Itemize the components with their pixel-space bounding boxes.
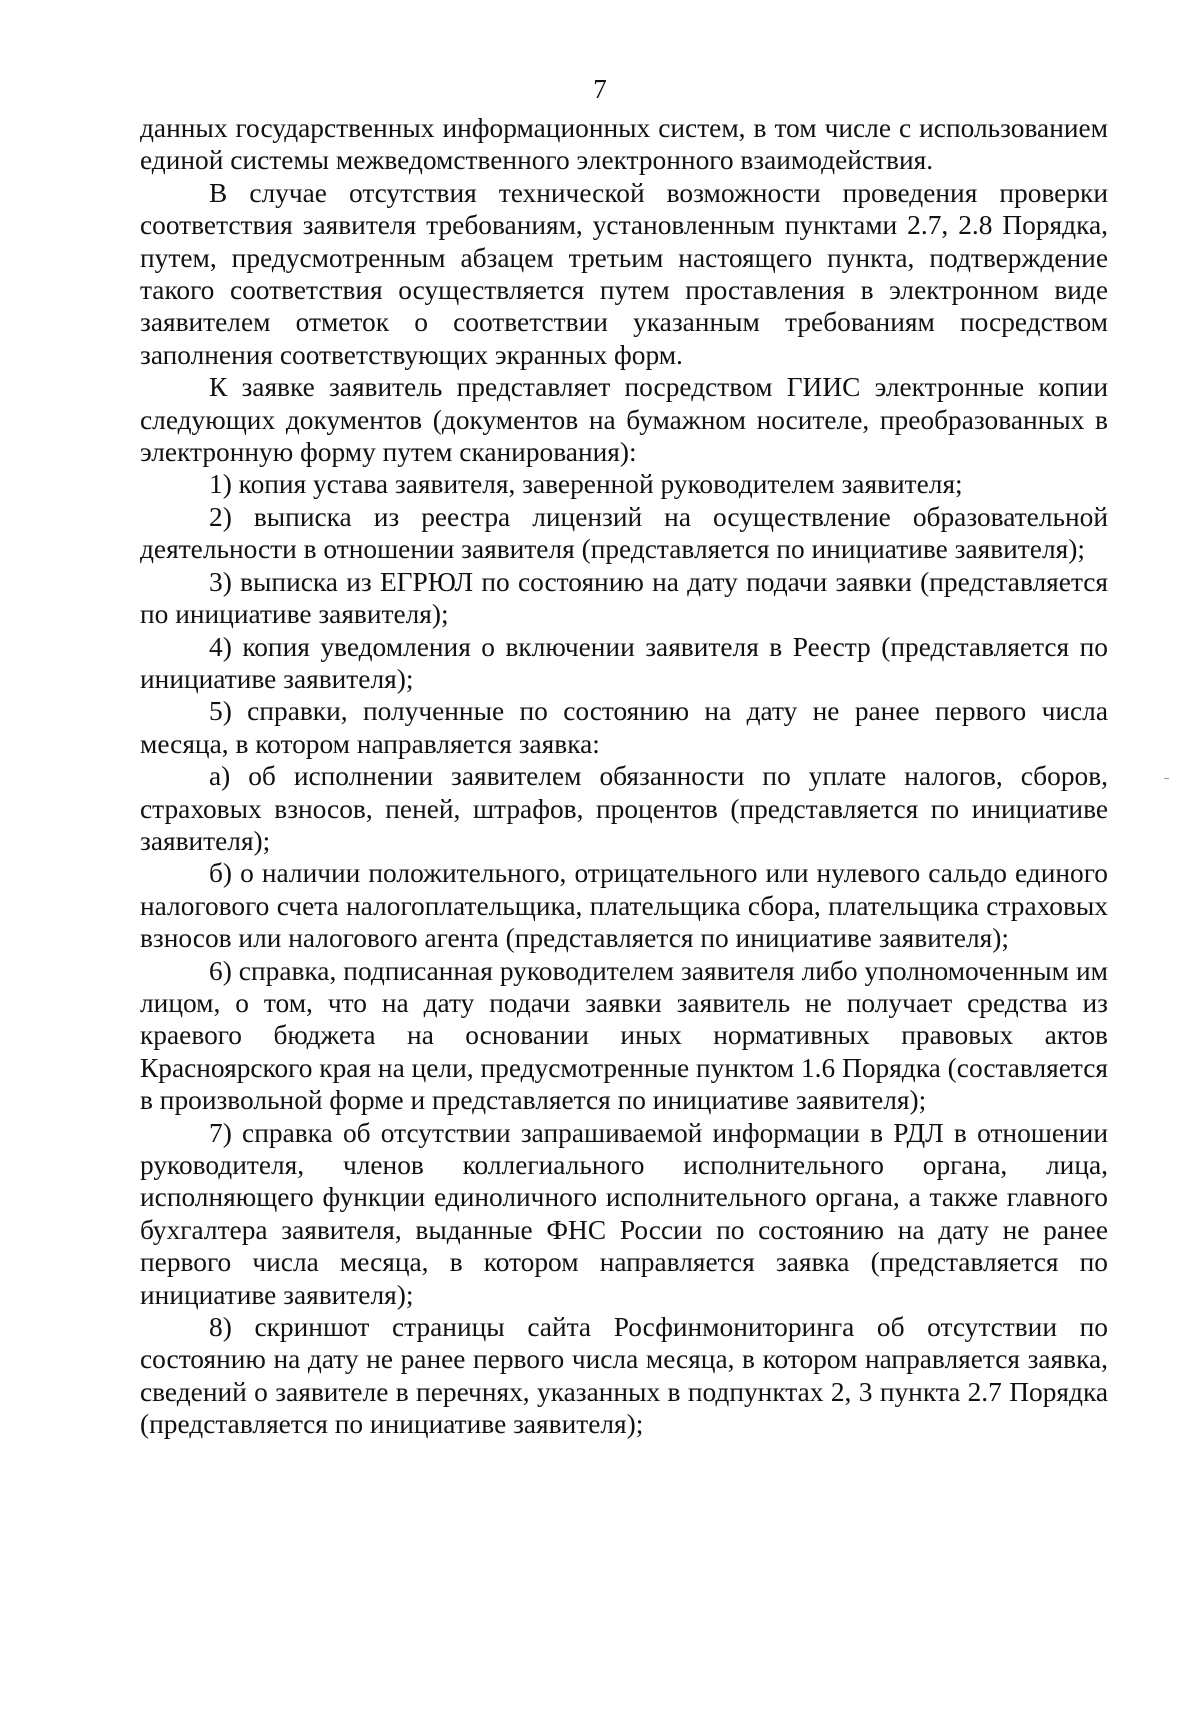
document-body	[140, 112, 1108, 1441]
list-subitem-b: б) о наличии положительного, отрицательного или нулевого сальдо единого налогового счета налогоплательщика, плательщика сбора, плательщика страховых взносов или налогового агента (представляется по инициативе заявителя);	[140, 858, 1108, 954]
paragraph-continuation: данных государственных информационных систем, в том числе с использованием единой системы межведомственного электронного взаимодействия.	[140, 113, 1108, 176]
paragraph-documents-intro: К заявке заявитель представляет посредством ГИИС электронные копии следующих документов (документов на бумажном носителе, преобразованных в электронную форму путем сканирования):	[140, 372, 1108, 468]
list-subitem-a: а) об исполнении заявителем обязанности по уплате налогов, сборов, страховых взносов, пеней, штрафов, процентов (представляется по инициативе заявителя);	[140, 761, 1108, 856]
list-item-3: 3) выписка из ЕГРЮЛ по состоянию на дату подачи заявки (представляется по инициативе заявителя);	[140, 566, 1108, 630]
list-item-5: 5) справки, полученные по состоянию на дату не ранее первого числа месяца, в котором направляется заявка:	[140, 696, 1108, 759]
list-item-2: 2) выписка из реестра лицензий на осуществление образовательной деятельности в отношении заявителя (представляется по инициативе заявителя);	[140, 501, 1108, 565]
list-item-8: 8) скриншот страницы сайта Росфинмониторинга об отсутствии по состоянию на дату не ранее первого числа месяца, в котором направляется заявка, сведений о заявителе в перечнях, указанных в подпунктах 2, 3 пункта 2.7 Порядка (представляется по инициативе заявителя);	[140, 1312, 1108, 1440]
page-number: 7	[593, 74, 607, 104]
list-item-4: 4) копия уведомления о включении заявителя в Реестр (представляется по инициативе заявителя);	[140, 631, 1108, 694]
scan-artifact	[1164, 778, 1169, 779]
paragraph-technical-check: В случае отсутствия технической возможности проведения проверки соответствия заявителя требованиям, установленным пунктами 2.7, 2.8 Порядка, путем, предусмотренным абзацем третьим настоящего пункта, подтверждение такого соответствия осуществляется путем проставления в электронном виде заявителем отметок о соответствии указанным требованиям посредством заполнения соответствующих экранных форм.	[140, 177, 1108, 370]
list-item-1: 1) копия устава заявителя, заверенной руководителем заявителя;	[209, 469, 963, 500]
list-item-6: 6) справка, подписанная руководителем заявителя либо уполномоченным им лицом, о том, что на дату подачи заявки заявитель не получает средства из краевого бюджета на основании иных нормативных правовых актов Красноярского края на цели, предусмотренные пунктом 1.6 Порядка (составляется в произвольной форме и представляется по инициативе заявителя);	[140, 955, 1108, 1116]
list-item-7: 7) справка об отсутствии запрашиваемой информации в РДЛ в отношении руководителя, членов коллегиального исполнительного органа, лица, исполняющего функции единоличного исполнительного органа, а также главного бухгалтера заявителя, выданные ФНС России по состоянию на дату не ранее первого числа месяца, в котором направляется заявка (представляется по инициативе заявителя);	[140, 1117, 1108, 1310]
